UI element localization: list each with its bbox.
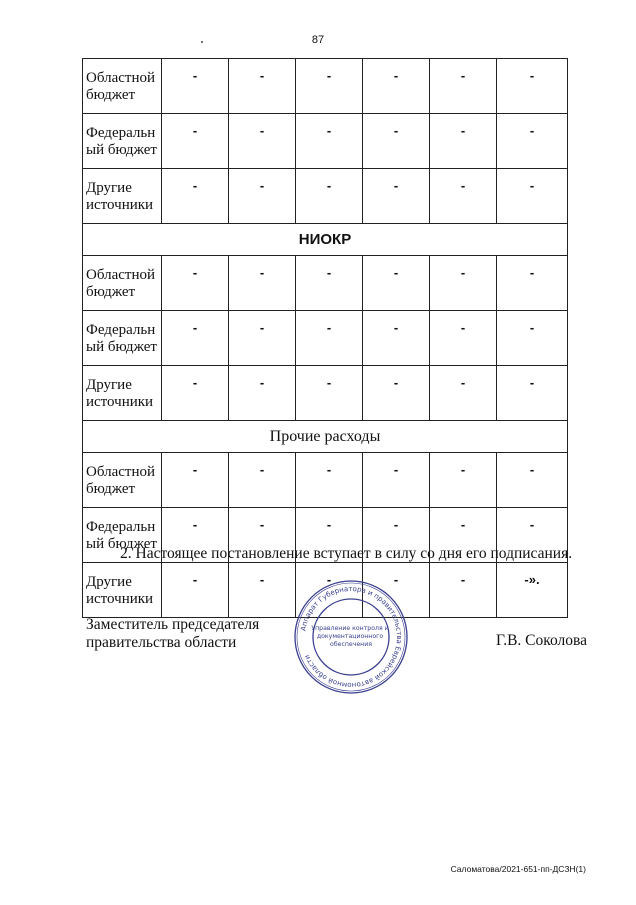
table-cell: -	[363, 59, 430, 114]
row-label-line: источники	[86, 196, 154, 213]
table-cell: -	[229, 563, 296, 618]
table-cell: -	[430, 311, 497, 366]
row-label	[83, 453, 162, 508]
section-row	[83, 224, 568, 256]
row-label-line: Другие	[86, 573, 132, 590]
table-cell: -	[229, 453, 296, 508]
table-cell: -	[162, 563, 229, 618]
table-cell: -	[363, 563, 430, 618]
official-stamp	[292, 578, 410, 696]
table-cell: -	[296, 366, 363, 421]
table-cell: -	[229, 311, 296, 366]
row-label-line: ый бюджет	[86, 141, 157, 158]
table-cell: -	[363, 366, 430, 421]
row-label-line: Федеральн	[86, 321, 156, 338]
table-cell: -	[162, 453, 229, 508]
table-cell: -	[430, 508, 497, 563]
table-cell: -	[229, 366, 296, 421]
table-row	[83, 311, 568, 366]
table-cell: -	[497, 114, 568, 169]
stamp-inner-line: Управление контроля и	[311, 625, 389, 632]
stamp-inner-line: обеспечения	[330, 641, 372, 648]
signer-position-line: Заместитель председателя	[86, 616, 260, 633]
section-row	[83, 421, 568, 453]
row-label-line: бюджет	[86, 480, 136, 497]
table-cell: -	[430, 563, 497, 618]
table-cell: -	[229, 59, 296, 114]
row-label-line: Федеральн	[86, 124, 156, 141]
table-cell: -	[296, 311, 363, 366]
page-number: 87	[311, 34, 325, 46]
row-label-line: Федеральн	[86, 518, 156, 535]
table-cell: -	[363, 453, 430, 508]
table-cell: -	[296, 59, 363, 114]
table-cell: -	[363, 256, 430, 311]
table-cell: -	[296, 256, 363, 311]
row-label-line: Областной	[86, 69, 156, 86]
row-label	[83, 169, 162, 224]
table-row	[83, 169, 568, 224]
row-label-line: бюджет	[86, 86, 136, 103]
table-cell: -	[229, 169, 296, 224]
row-label-line: ый бюджет	[86, 535, 157, 552]
footer-reference: Саломатова/2021-651-пп-ДСЗН(1)	[450, 864, 586, 874]
table-cell: -	[162, 311, 229, 366]
row-label-line: источники	[86, 393, 154, 410]
signer-name: Г.В. Соколова	[496, 632, 588, 649]
table-cell: -	[497, 59, 568, 114]
table-cell: -	[363, 508, 430, 563]
row-label	[83, 59, 162, 114]
table-cell: -».	[497, 563, 568, 618]
clause-text: 2. Настоящее постановление вступает в силу со дня его подписания.	[120, 545, 573, 562]
table-cell: -	[497, 311, 568, 366]
table-cell: -	[296, 169, 363, 224]
table-cell: -	[162, 366, 229, 421]
stamp-inner-line: документационного	[316, 633, 384, 640]
table-cell: -	[363, 114, 430, 169]
table-cell: -	[497, 366, 568, 421]
table-cell: -	[162, 114, 229, 169]
stamp-outer-text: Аппарат Губернатора и правительства Еврейской автономной области	[299, 584, 404, 690]
section-heading: Прочие расходы	[83, 421, 568, 453]
table-cell: -	[430, 114, 497, 169]
row-label-line: Другие	[86, 179, 132, 196]
table-cell: -	[229, 256, 296, 311]
table-row	[83, 366, 568, 421]
row-label-line: Другие	[86, 376, 132, 393]
row-label-line: ый бюджет	[86, 338, 157, 355]
table-cell: -	[497, 508, 568, 563]
table-cell: -	[430, 453, 497, 508]
table-cell: -	[162, 169, 229, 224]
row-label	[83, 256, 162, 311]
table-cell: -	[497, 169, 568, 224]
stamp-inner-text	[311, 625, 390, 648]
table-cell: -	[430, 169, 497, 224]
table-cell: -	[296, 453, 363, 508]
row-label-line: Областной	[86, 266, 156, 283]
table-cell: -	[296, 114, 363, 169]
table-cell: -	[430, 366, 497, 421]
row-label-line: источники	[86, 590, 154, 607]
row-label-line: Областной	[86, 463, 156, 480]
table-cell: -	[363, 311, 430, 366]
table-cell: -	[497, 453, 568, 508]
table-cell: -	[162, 508, 229, 563]
row-label	[83, 366, 162, 421]
budget-table	[82, 58, 568, 618]
table-cell: -	[229, 508, 296, 563]
signer-position-line: правительства области	[86, 634, 237, 651]
table-row	[83, 256, 568, 311]
table-cell: -	[296, 563, 363, 618]
table-cell: -	[162, 256, 229, 311]
section-heading: НИОКР	[83, 224, 568, 256]
table-cell: -	[296, 508, 363, 563]
row-label	[83, 563, 162, 618]
table-cell: -	[229, 114, 296, 169]
table-cell: -	[363, 169, 430, 224]
scan-speck	[201, 41, 203, 43]
table-row	[83, 59, 568, 114]
table-row	[83, 114, 568, 169]
table-cell: -	[430, 59, 497, 114]
table-cell: -	[497, 256, 568, 311]
row-label	[83, 114, 162, 169]
table-cell: -	[162, 59, 229, 114]
table-row	[83, 453, 568, 508]
row-label	[83, 311, 162, 366]
table-cell: -	[430, 256, 497, 311]
row-label-line: бюджет	[86, 283, 136, 300]
signer-position	[86, 616, 259, 652]
